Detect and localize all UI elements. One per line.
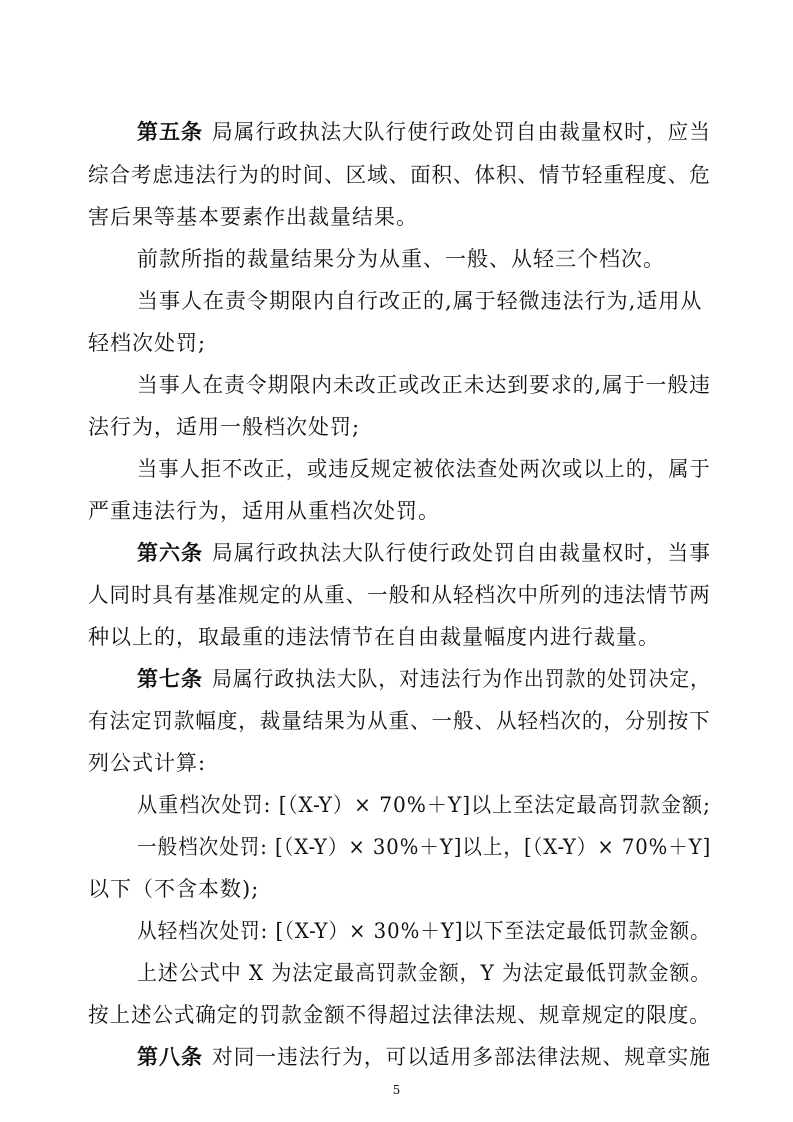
formula-general: 一般档次处罚: [（X-Y）× 30%＋Y]以上，[（X-Y）× 70%＋Y] — [137, 835, 712, 859]
article-5-line-2: 综合考虑违法行为的时间、区域、面积、体积、情节轻重程度、危 — [88, 163, 711, 187]
page-number: 5 — [392, 1083, 401, 1097]
article-5-paragraph-4: 当事人在责令期限内未改正或改正未达到要求的,属于一般违 — [137, 373, 711, 397]
formula-note-1: 上述公式中 X 为法定最高罚款金额，Y 为法定最低罚款金额。 — [137, 961, 712, 985]
article-6-line-1: 第六条 局属行政执法大队行使行政处罚自由裁量权时，当事 — [0, 533, 793, 573]
article-5-paragraph-2: 前款所指的裁量结果分为从重、一般、从轻三个档次。 — [137, 247, 665, 271]
article-8-heading: 第八条 — [137, 1044, 203, 1069]
article-5-paragraph-3: 当事人在责令期限内自行改正的,属于轻微违法行为,适用从 — [137, 289, 703, 313]
article-5-heading: 第五条 — [137, 119, 203, 144]
formula-heavy: 从重档次处罚: [（X-Y）× 70%＋Y]以上至法定最高罚款金额; — [137, 793, 711, 817]
article-5-line-1 — [0, 112, 793, 152]
article-5-paragraph-5: 当事人拒不改正，或违反规定被依法查处两次或以上的，属于 — [137, 457, 711, 481]
article-6-heading: 第六条 — [137, 540, 203, 565]
formula-light: 从轻档次处罚: [（X-Y）× 30%＋Y]以下至法定最低罚款金额。 — [137, 919, 711, 943]
article-5-text: 局属行政执法大队行使行政处罚自由裁量权时，应当 — [212, 120, 711, 144]
article-8-line-1: 第八条 对同一违法行为，可以适用多部法律法规、规章实施 — [0, 1037, 793, 1077]
formula-note-2: 按上述公式确定的罚款金额不得超过法律法规、规章规定的限度。 — [88, 1003, 711, 1027]
document-page: 第五条 局属行政执法大队行使行政处罚自由裁量权时，应当 综合考虑违法行为的时间、区域、面积、体积、情节轻重程度、危 害后果等基本要素作出裁量结果。 前款所指的裁量结果分为从重、一般、从轻三个档次。 当事人在责令期限内自行改正的,属于轻微违法行为,适用从 轻档次处罚; 当事人在责令期限内未改正或改正未达到要求的,属于一般违 法行为，适用一般档次处罚; 当事人拒不改正，或违反规定被依法查处两次或以上的，属于 严重违法行为，适用从重档次处罚。 第六条 局属行政执法大队行使行政处罚自由裁量权时，当事 人同时具有基准规定的从重、一般和从轻档次中所列的违法情节两 种以上的，取最重的违法情节在自由裁量幅度内进行裁量。 第七条 局属行政执法大队，对违法行为作出罚款的处罚决定， 有法定罚款幅度，裁量结果为从重、一般、从轻档次的，分别按下 列公式计算: 从重档次处罚: [（X-Y）× 70%＋Y]以上至法定最高罚款金额; 一般档次处罚: [（X-Y）× 30%＋Y]以上，[（X-Y）× 70%＋Y] 以下（不含本数); 从轻档次处罚: [（X-Y）× 30%＋Y]以下至法定最低罚款金额。 上述公式中 X 为法定最高罚款金额，Y 为法定最低罚款金额。 按上述公式确定的罚款金额不得超过法律法规、规章规定的限度。 第八条 对同一违法行为，可以适用多部法律法规、规章实施 — [0, 0, 793, 1122]
article-5-line-3: 害后果等基本要素作出裁量结果。 — [88, 205, 418, 229]
article-7-line-1: 第七条 局属行政执法大队，对违法行为作出罚款的处罚决定， — [0, 659, 793, 699]
article-7-heading: 第七条 — [137, 666, 203, 691]
